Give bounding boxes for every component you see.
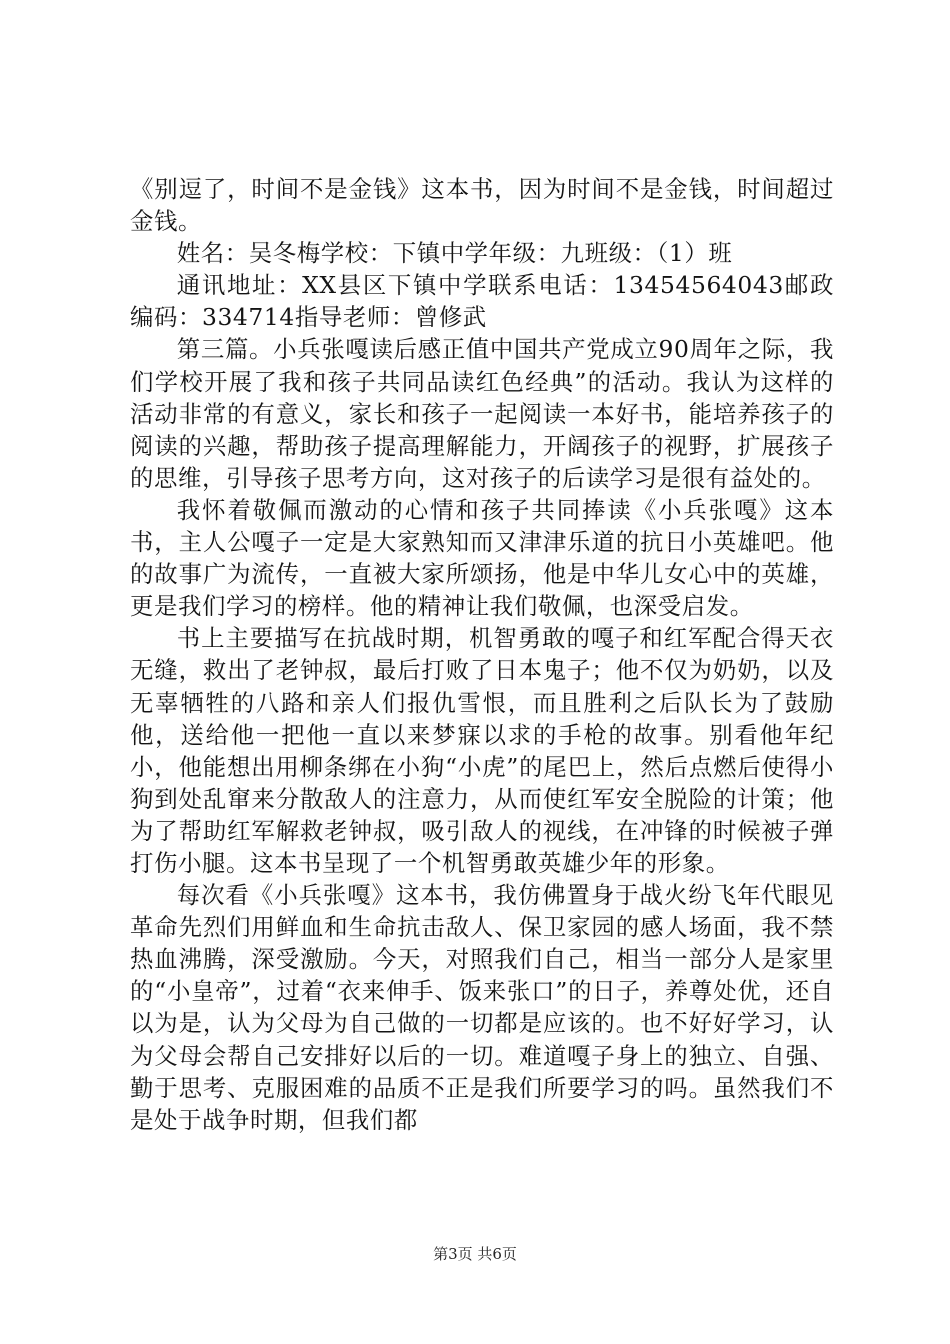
- paragraph-essay-intro: 第三篇。小兵张嘎读后感正值中国共产党成立90周年之际，我们学校开展了我和孩子共同品读红色经典”的活动。我认为这样的活动非常的有意义，家长和孩子一起阅读一本好书，能培养孩子的阅读的兴趣，帮助孩子提高理解能力，开阔孩子的视野，扩展孩子的思维，引导孩子思考方向，这对孩子的后读学习是很有益处的。: [130, 335, 834, 492]
- page-number-footer: 第3页 共6页: [433, 1245, 517, 1263]
- paragraph-essay-story: 书上主要描写在抗战时期，机智勇敢的嘎子和红军配合得天衣无缝，救出了老钟叔，最后打败了日本鬼子；他不仅为奶奶，以及无辜牺牲的八路和亲人们报仇雪恨，而且胜利之后队长为了鼓励他，送给他一把他一直以来梦寐以求的手枪的故事。别看他年纪小，他能想出用柳条绑在小狗“小虎”的尾巴上，然后点燃后使得小狗到处乱窜来分散敌人的注意力，从而使红军安全脱险的计策；他为了帮助红军解救老钟叔，吸引敌人的视线，在冲锋的时候被子弹打伤小腿。这本书呈现了一个机智勇敢英雄少年的形象。: [130, 624, 834, 877]
- paragraph-book-title-line: 《别逗了，时间不是金钱》这本书，因为时间不是金钱，时间超过金钱。: [130, 175, 834, 236]
- document-body: [130, 173, 834, 1136]
- paragraph-contact-info: 通讯地址：XX县区下镇中学联系电话：13454564043邮政编码：334714指导老师：曾修武: [130, 271, 834, 332]
- paragraph-essay-reading: 我怀着敬佩而激动的心情和孩子共同捧读《小兵张嘎》这本书，主人公嘎子一定是大家熟知而又津津乐道的抗日小英雄吧。他的故事广为流传，一直被大家所颂扬，他是中华儿女心中的英雄，更是我们学习的榜样。他的精神让我们敬佩，也深受启发。: [130, 495, 834, 621]
- paragraph-student-info: 姓名：吴冬梅学校：下镇中学年级：九班级：（1）班: [176, 239, 733, 268]
- paragraph-essay-reflection: 每次看《小兵张嘎》这本书，我仿佛置身于战火纷飞年代眼见革命先烈们用鲜血和生命抗击敌人、保卫家园的感人场面，我不禁热血沸腾，深受激励。今天，对照我们自己，相当一部分人是家里的“小皇帝”，过着“衣来伸手、饭来张口”的日子，养尊处优，还自以为是，认为父母为自己做的一切都是应该的。也不好好学习，认为父母会帮自己安排好以后的一切。难道嘎子身上的独立、自强、勤于思考、克服困难的品质不正是我们所要学习的吗。虽然我们不是处于战争时期，但我们都: [130, 881, 834, 1134]
